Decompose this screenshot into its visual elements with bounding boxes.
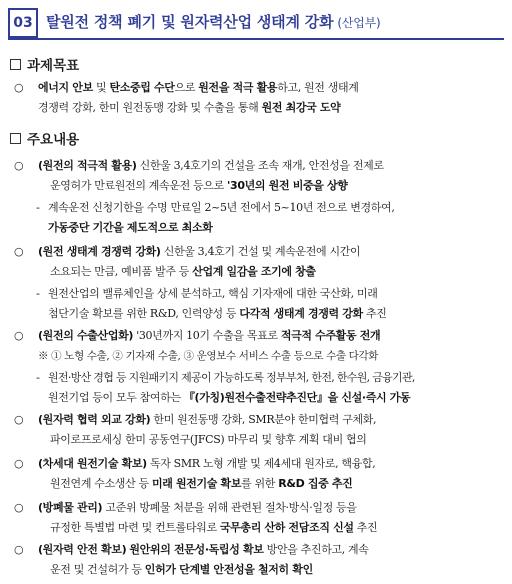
item-line: 소요되는 만큼, 예비품 발주 등 산업계 일감을 조기에 창출	[50, 265, 316, 278]
circle-bullet-icon: ○	[14, 543, 24, 556]
circle-bullet-icon: ○	[14, 413, 24, 426]
item-subline: 계속운전 신청기한을 수명 만료일 2~5년 전에서 5~10년 전으로 변경하여,	[48, 201, 395, 214]
item-line: 원전연계 수소생산 등 미래 원전기술 확보를 위한 R&D 집중 추진	[50, 477, 353, 490]
item-line: 규정한 특별법 마련 및 컨트롤타워로 국무총리 산하 전담조직 신설 추진	[50, 521, 378, 534]
ministry-label: (산업부)	[337, 16, 381, 30]
item-line: (원전의 수출산업화) '30년까지 10기 수출을 목표로 적극적 수주활동 전개	[38, 329, 381, 342]
title-text: 탈원전 정책 폐기 및 원자력산업 생태계 강화	[46, 13, 334, 31]
circle-bullet-icon: ○	[14, 501, 24, 514]
page-header	[8, 8, 504, 40]
item-line: (원전의 적극적 활용) 신한울 3,4호기의 건설을 조속 재개, 안전성을 전제로	[38, 159, 384, 172]
item-line: (차세대 원전기술 확보) 독자 SMR 노형 개발 및 제4세대 원자로, 핵융합,	[38, 457, 376, 470]
goal-line-1: 에너지 안보 및 탄소중립 수단으로 원전을 적극 활용하고, 원전 생태계	[38, 81, 359, 94]
item-line: 운영허가 만료원전의 계속운전 등으로 '30년의 원전 비중을 상향	[50, 179, 348, 192]
item-subline: 원전기업 등이 모두 참여하는 『(가칭)원전수출전략추진단』을 신설·즉시 가동	[48, 391, 411, 404]
circle-bullet-icon: ○	[14, 159, 24, 172]
section-number: 03	[8, 8, 38, 38]
item-line: 운전 및 건설허가 등 인허가 단계별 안전성을 철저히 확인	[50, 563, 313, 576]
item-line: 파이로프로세싱 한미 공동연구(JFCS) 마무리 및 향후 계획 대비 협의	[50, 433, 367, 446]
dash-bullet-icon: -	[36, 287, 40, 300]
circle-bullet-icon: ○	[14, 81, 24, 94]
circle-bullet-icon: ○	[14, 245, 24, 258]
item-note: ※ ① 노형 수출, ② 기자재 수출, ③ 운영보수 서비스 수출 등으로 수출 다각화	[38, 350, 379, 362]
square-bullet-icon	[10, 133, 21, 144]
dash-bullet-icon: -	[36, 201, 40, 214]
square-bullet-icon	[10, 59, 21, 70]
item-subline: 가동중단 기간을 제도적으로 최소화	[48, 221, 213, 234]
dash-bullet-icon: -	[36, 371, 40, 384]
content-section-heading	[10, 128, 79, 148]
goal-line-2: 경쟁력 강화, 한미 원전동맹 강화 및 수출을 통해 원전 최강국 도약	[38, 101, 341, 114]
content-section-title: 주요내용	[27, 132, 80, 148]
item-line: (원자력 협력 외교 강화) 한미 원전동맹 강화, SMR분야 한미협력 구체화,	[38, 413, 377, 426]
circle-bullet-icon: ○	[14, 329, 24, 342]
item-line: (방폐물 관리) 고준위 방폐물 처분을 위해 관련된 절차·방식·일정 등을	[38, 501, 357, 514]
item-subline: 원전산업의 밸류체인을 상세 분석하고, 핵심 기자재에 대한 국산화, 미래	[48, 287, 378, 300]
goal-section-title: 과제목표	[27, 58, 80, 74]
item-line: (원자력 안전 확보) 원안위의 전문성·독립성 확보 방안을 추진하고, 계속	[38, 543, 369, 556]
item-subline: 원전·방산 경협 등 지원패키지 제공이 가능하도록 정부부처, 한전, 한수원, 금융기관,	[48, 371, 415, 384]
page-title	[46, 11, 381, 32]
item-subline: 첨단기술 확보를 위한 R&D, 인력양성 등 다각적 생태계 경쟁력 강화 추진	[48, 307, 387, 320]
circle-bullet-icon: ○	[14, 457, 24, 470]
goal-section-heading	[10, 54, 79, 74]
item-line: (원전 생태계 경쟁력 강화) 신한울 3,4호기 건설 및 계속운전에 시간이	[38, 245, 361, 258]
